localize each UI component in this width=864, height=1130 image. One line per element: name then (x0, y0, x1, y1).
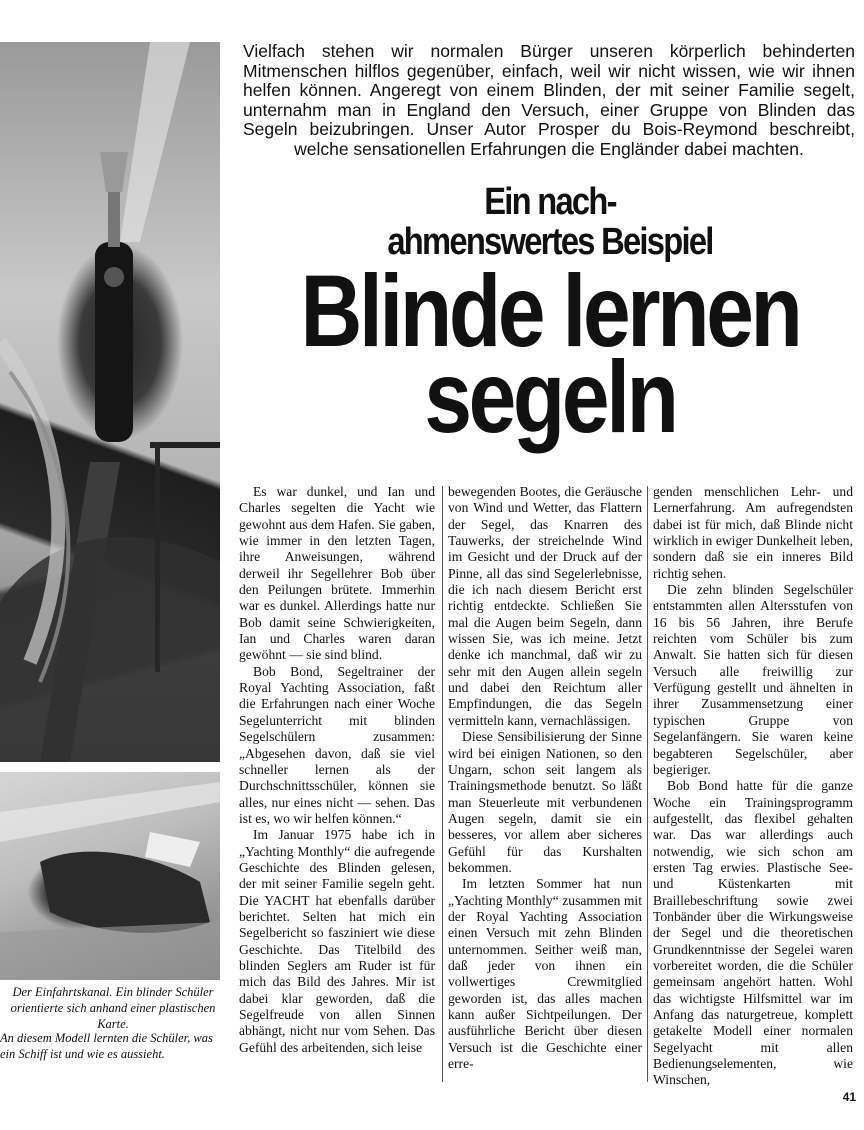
kicker-headline (283, 182, 816, 262)
paragraph: Im Januar 1975 habe ich in „Yachting Monthly“ die aufregende Geschichte des Blinden gelesen, der mit seiner Familie segeln geht. Die YACHT hat ebenfalls darüber berichtet. Selten hat mich ein Segelbericht so fasziniert wie diese Geschichte. Das Titelbild des blinden Seglers am Ruder ist für mich das Bild des Jahres. Mir ist dabei klar geworden, daß die Segelfreude von allen Sinnen abhängt, nicht nur vom Sehen. Das Gefühl des arbeitenden, sich leise (239, 827, 435, 1055)
photo-caption-bottom: An diesem Modell lernten die Schüler, was ein Schiff ist und wie es aussieht. (0, 1031, 213, 1061)
headline-line-2: segeln (424, 340, 676, 454)
kicker-line-1: Ein nach- (484, 181, 616, 223)
photo-model-hand (0, 772, 220, 980)
body-column-1 (239, 484, 435, 1056)
photo-sailing-rigging-drawing (0, 42, 220, 762)
paragraph: Bob Bond hatte für die ganze Woche ein Trainingsprogramm aufgestellt, das flexibel gehalten war. Das war allerdings auch notwendig, wie sich schon am ersten Tag erwies. Plastische See- und Küstenkarten mit Braillebeschriftung sowie zwei Tonbänder über die Wirkungsweise der Segel und die theoretischen Grundkenntnisse der Segelei waren vorbereitet worden, die die Schüler gemeinsam angehört hatten. Wohl das wichtigste Hilfsmittel war im Anfang das naturgetreue, komplett getakelte Modell einer normalen Segelyacht mit allen Bedienungselementen, wie Winschen, (653, 778, 853, 1088)
photo-sailing-rigging (0, 42, 220, 762)
paragraph: Im letzten Sommer hat nun „Yachting Monthly“ zusammen mit der Royal Yachting Association einen Versuch mit zehn Blinden unternommen. Seither weiß man, daß jeder von ihnen ein vollwertiges Crewmitglied geworden ist, das alles machen kann außer Sichtpeilungen. Der ausführliche Bericht über diesen Versuch ist die Geschichte einer erre- (448, 876, 642, 1072)
photo-caption-top: Der Einfahrtskanal. Ein blinder Schüler orientierte sich anhand einer plastischen Karte. (10, 985, 216, 1031)
paragraph: Diese Sensibilisierung der Sinne wird bei einigen Nationen, so den Ungarn, schon seit langem als Trainingsmethode benutzt. So läßt man Steuerleute mit verbundenen Augen segeln, damit sie ein besseres, vor allem aber sicheres Gefühl für das Kurshalten bekommen. (448, 729, 642, 875)
column-divider-1 (442, 486, 443, 1082)
paragraph: Bob Bond, Segeltrainer der Royal Yachting Association, faßt die Erfahrungen nach einer Woche Segelunterricht mit blinden Segelschülern zusammen: „Abgesehen davon, daß sie viel schneller lernen als der Durchschnittsschüler, können sie alles, nur eines nicht — sehen. Das ist es, wo wir helfen können.“ (239, 663, 435, 826)
paragraph: Es war dunkel, und Ian und Charles segelten die Yacht wie gewohnt aus dem Hafen. Sie gaben, wie immer in den letzten Tagen, ihre Anweisungen, während derweil ihr Segellehrer Bob über den Peilungen brütete. Immerhin war es dunkel. Allerdings hatte nur Bob damit seine Schwierigkeiten, Ian und Charles waren daran gewöhnt — sie sind blind. (239, 484, 435, 663)
headline-line-1: Blinde lernen (300, 254, 800, 368)
main-headline (290, 254, 811, 454)
kicker-line-2: ahmenswertes Beispiel (387, 221, 713, 263)
column-divider-2 (647, 486, 648, 1082)
paragraph: genden menschlichen Lehr- und Lernerfahrung. Am aufregendsten dabei ist für mich, daß Blinde nicht wirklich in ewiger Dunkelheit leben, sondern daß sie ein inneres Bild richtig sehen. (653, 484, 853, 581)
body-column-2 (448, 484, 642, 1072)
photo-model-hand-drawing (0, 772, 220, 980)
body-column-3 (653, 484, 853, 1089)
paragraph: bewegenden Bootes, die Geräusche von Wind und Wetter, das Flattern der Segel, das Knarren des Tauwerks, der streichelnde Wind im Gesicht und der Druck auf der Pinne, all das sind Segelerlebnisse, die ich nach diesem Bericht erst richtig entdeckte. Schließen Sie mal die Augen beim Segeln, dann wissen Sie, was ich meine. Jetzt denke ich manchmal, daß wir zu sehr mit den Augen allein segeln und dabei den Reichtum aller Empfindungen, die das Segeln vermitteln kann, vernachlässigen. (448, 484, 642, 728)
paragraph: Die zehn blinden Segelschüler entstammten allen Altersstufen von 16 bis 56 Jahren, ihre Berufe reichten vom Schüler bis zum Anwalt. Sie hatten sich für diesen Versuch alle freiwillig zur Verfügung gestellt und ähnelten in ihrer Zusammensetzung einer typischen Gruppe von Segelanfängern. Sie waren keine begabteren Segelschüler, aber begieriger. (653, 582, 853, 777)
page-number: 41 (842, 1090, 856, 1104)
intro-paragraph: Vielfach stehen wir normalen Bürger unseren körperlich behinderten Mitmenschen hilflos gegenüber, einfach, weil wir nicht wissen, wie wir ihnen helfen können. Angeregt von einem Blinden, der mit seiner Familie segelt, unternahm man in England den Versuch, einer Gruppe von Blinden das Segeln beizubringen. Unser Autor Prosper du Bois-Reymond beschreibt, welche sensationellen Erfahrungen die Engländer dabei machten. (243, 41, 855, 159)
